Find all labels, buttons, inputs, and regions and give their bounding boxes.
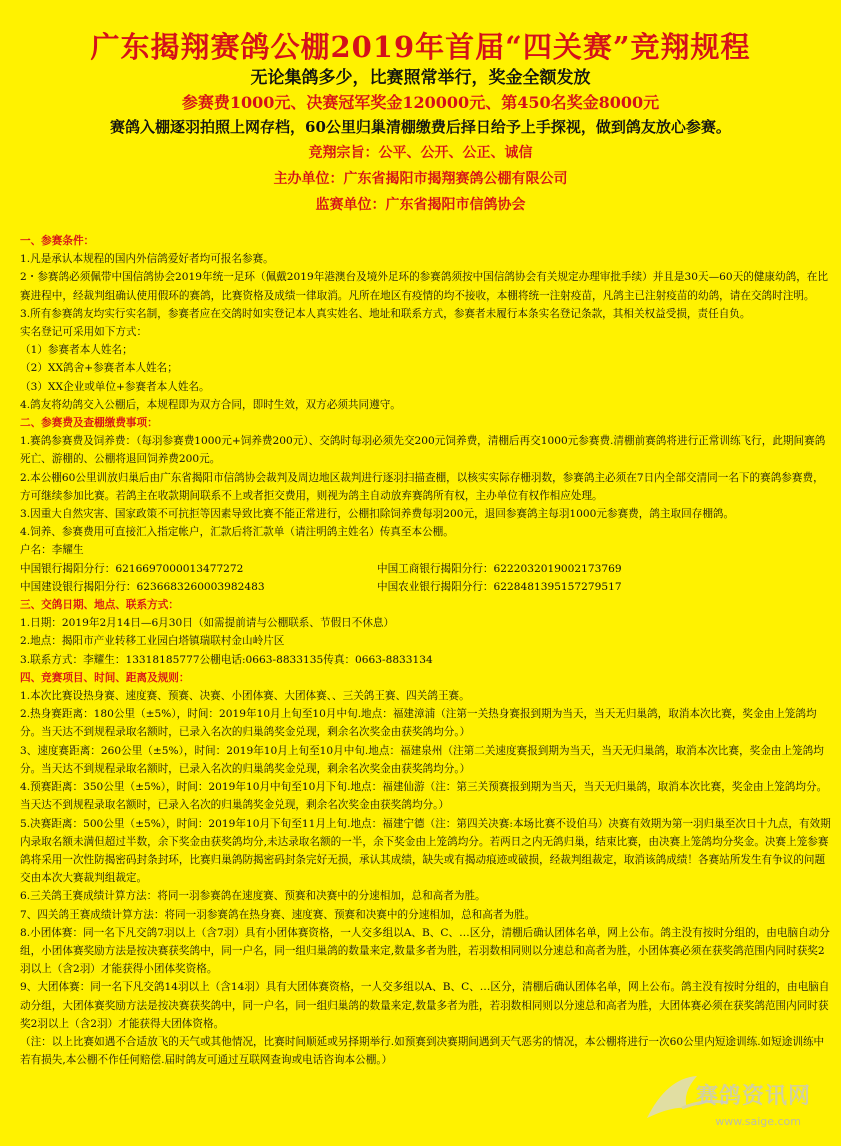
bank-account: 中国农业银行揭阳分行：6228481395157279517 [377,580,622,593]
section-heading: 二、参赛费及查棚缴费事项： [20,417,158,430]
rule-paragraph: 1.日期：2019年2月14日—6月30日（如需提前请与公棚联系、节假日不休息） [20,617,395,630]
rule-paragraph: 3.所有参赛鸽友均实行实名制，参赛者应在交鸽时如实登记本人真实姓名、地址和联系方式，参赛者未履行本条实名登记条款，其相关权益受损，责任自负。 [20,307,751,320]
bank-account: 中国银行揭阳分行：6216697000013477272 [20,562,244,575]
rule-paragraph: 2.热身赛距离：180公里（±5%），时间：2019年10月上旬至10月中旬.地点：福建漳浦（注第一关热身赛报到期为当天，当天无归巢鸽，取消本次比赛，奖金由上笼鸽均分。当天达不到规程录取名额时，已录入名次的归巢鸽奖金兑现，剩余名次奖金由获奖鸽均分。） [20,708,817,739]
rule-paragraph: 6.三关鸽王赛成绩计算方法：将同一羽参赛鸽在速度赛、预赛和决赛中的分速相加，总和高者为胜。 [20,890,486,903]
rule-paragraph: 4.鸽友将幼鸽交入公棚后，本规程即为双方合同，即时生效，双方必须共同遵守。 [20,398,401,411]
account-name: 户名：李耀生 [20,544,84,557]
bank-account: 中国建设银行揭阳分行：6236683260003982483 [20,580,265,593]
section-heading: 三、交鸽日期、地点、联系方式： [20,599,179,612]
rule-paragraph: 2・参赛鸽必须佩带中国信鸽协会2019年统一足环（佩戴2019年港澳台及境外足环的参赛鸽须按中国信鸽协会有关规定办理审批手续）并且是30天—60天的健康幼鸽，在比赛进程中，经裁判组确认使用假环的赛鸽，比赛资格及成绩一律取消。凡所在地区有疫情的均不接收，本棚将统一注射疫苗，凡鸽主已注射疫苗的幼鸽，请在交鸽时注明。 [20,271,828,302]
rule-paragraph: （注：以上比赛如遇不合适放飞的天气或其他情况，比赛时间顺延或另择期举行.如预赛到决赛期间遇到天气恶劣的情况，本公棚将进行一次60公里内短途训练.如短途训练中若有损失,本公棚不作任何赔偿.届时鸽友可通过互联网查询或电话咨询本公棚。） [20,1035,825,1067]
subtitle-guarantee: 无论集鸽多少，比赛照常举行，奖金全额发放 [250,68,591,88]
rule-paragraph: 1.赛鸽参赛费及饲养费：（每羽参赛费1000元+饲养费200元）、交鸽时每羽必须先交200元饲养费，清棚后再交1000元参赛费.清棚前赛鸽将进行正常训练飞行，此期间赛鸽死亡、游棚的、公棚将退回饲养费200元。 [20,435,826,466]
purpose-line: 竞翔宗旨：公平、公开、公正、诚信 [308,145,533,161]
rule-paragraph: 2.地点：揭阳市产业转移工业园白塔镇瑞联村金山岭片区 [20,635,285,648]
rule-paragraph: （2）XX鸽舍+参赛者本人姓名； [20,362,178,375]
rules-body [20,232,832,1069]
rule-paragraph: 2.本公棚60公里训放归巢后由广东省揭阳市信鸽协会裁判及周边地区裁判进行逐羽扫描查棚，以核实实际存栅羽数，参赛鸽主必须在7日内全部交清同一名下的赛鸽参赛费，方可继续参加比赛。若鸽主在收款期间联系不上或者拒交费用，则视为鸽主自动放弃赛鸽所有权，主办单位有权作相应处理。 [20,471,824,502]
rule-paragraph: 3.因重大自然灾害、国家政策不可抗拒等因素导致比赛不能正常进行，公棚扣除饲养费每羽200元，退回参赛鸽主每羽1000元参赛费，鸽主取回存棚鸽。 [20,508,735,521]
rule-paragraph: 9、大团体赛：同一名下凡交鸽14羽以上（含14羽）具有大团体赛资格，一人交多组以A、B、C、…区分，清棚后确认团体名单，网上公布。鸽主没有按时分组的，由电脑自动分组，大团体赛奖励方法是按决赛获奖鸽中，同一户名，同一组归巢鸽的数量来定,数量多者为胜，若羽数相同则以分速总和高者为胜，大团体赛必须在获奖鸽范围内同时获奖2羽以上（含2羽）才能获得大团体资格。 [20,981,830,1030]
rule-paragraph: 1.凡是承认本规程的国内外信鸽爱好者均可报名参赛。 [20,253,274,266]
rule-paragraph: 8.小团体赛：同一名下凡交鸽7羽以上（含7羽）具有小团体赛资格，一人交多组以A、B、C、…区分，清棚后确认团体名单，网上公布。鸽主没有按时分组的，由电脑自动分组，小团体赛奖励方法是按决赛获奖鸽中，同一户名，同一组归巢鸽的数量来定,数量多者为胜，若羽数相同则以分速总和高者为胜，小团体赛必须在获奖鸽范围内同时获奖2羽以上（含2羽）才能获得小团体奖资格。 [20,926,830,976]
rule-paragraph: 3.联系方式：李耀生：13318185777公棚电话:0663-8833135传真：0663-8833134 [20,653,433,666]
bank-row [20,560,832,578]
organizer-line: 主办单位：广东省揭阳市揭翔赛鸽公棚有限公司 [273,171,568,187]
rule-paragraph: 3、速度赛距离：260公里（±5%），时间：2019年10月上旬至10月中旬.地点：福建泉州（注第二关速度赛报到期为当天，当天无归巢鸽，取消本次比赛，奖金由上笼鸽均分。当天达不到规程录取名额时，已录入名次的归巢鸽奖金兑现，剩余名次奖金由获奖鸽均分。） [20,744,824,775]
rule-paragraph: 4.饲养、参赛费用可直接汇入指定帐户，汇款后将汇款单（请注明鸽主姓名）传真至本公棚。 [20,526,454,539]
subtitle-fees: 参赛费1000元、决赛冠军奖金120000元、第450名奖金8000元 [181,93,660,112]
watermark-text: 赛鸽资讯网 [695,1084,811,1109]
rule-paragraph: 4.预赛距离：350公里（±5%），时间：2019年10月中旬至10月下旬.地点：福建仙游（注：第三关预赛报到期为当天，当天无归巢鸽，取消本次比赛，奖金由上笼鸽均分。当天达不到规程录取名额时，已录入名次的归巢鸽奖金兑现，剩余名次奖金由获奖鸽均分。） [20,781,828,812]
bank-account: 中国工商银行揭阳分行：6222032019002173769 [377,562,622,575]
section-heading: 四、竞赛项目、时间、距离及规则： [20,671,190,684]
rule-paragraph: 7、四关鸽王赛成绩计算方法：将同一羽参赛鸽在热身赛、速度赛、预赛和决赛中的分速相加，总和高者为胜。 [20,908,536,921]
supervisor-line: 监赛单位：广东省揭阳市信鸽协会 [315,197,526,213]
watermark-url: www.saige.com [715,1115,801,1128]
header [0,0,841,218]
rule-paragraph: 1.本次比赛设热身赛、速度赛、预赛、决赛、小团体赛、大团体赛、、三关鸽王赛、四关鸽王赛。 [20,690,470,703]
bank-row [20,578,832,596]
section-heading: 一、参赛条件： [20,235,95,247]
rule-paragraph: 5.决赛距离：500公里（±5%），时间：2019年10月下旬至11月上旬.地点：福建宁德（注：第四关决赛:本场比赛不设伯马）决赛有效期为第一羽归巢至次日十九点，有效期内录取名额未满但超过半数，余下奖金由获奖鸽均分,未达录取名额的一半，余下奖金由上笼鸽均分。若两日之内无鸽归巢，结束比赛，由决赛上笼鸽均分奖金。决赛上笼参赛鸽将采用一次性防揭密码封条封环，比赛归巢鸽防揭密码封条完好无损，承认其成绩，缺失或有揭动痕迹或破损，经裁判组裁定，取消该鸽成绩！各赛站所发生有争议的问题交由本次大赛裁判组裁定。 [20,817,831,885]
rule-paragraph: （3）XX企业或单位+参赛者本人姓名。 [20,380,210,393]
subtitle-archive: 赛鸽入棚逐羽拍照上网存档，60公里归巢清棚缴费后择日给予上手探视，做到鸽友放心参赛。 [110,118,731,136]
page-title: 广东揭翔赛鸽公棚2019年首届“四关赛”竞翔规程 [90,30,751,64]
rule-paragraph: （1）参赛者本人姓名； [20,344,133,357]
rule-paragraph: 实名登记可采用如下方式： [20,326,148,339]
